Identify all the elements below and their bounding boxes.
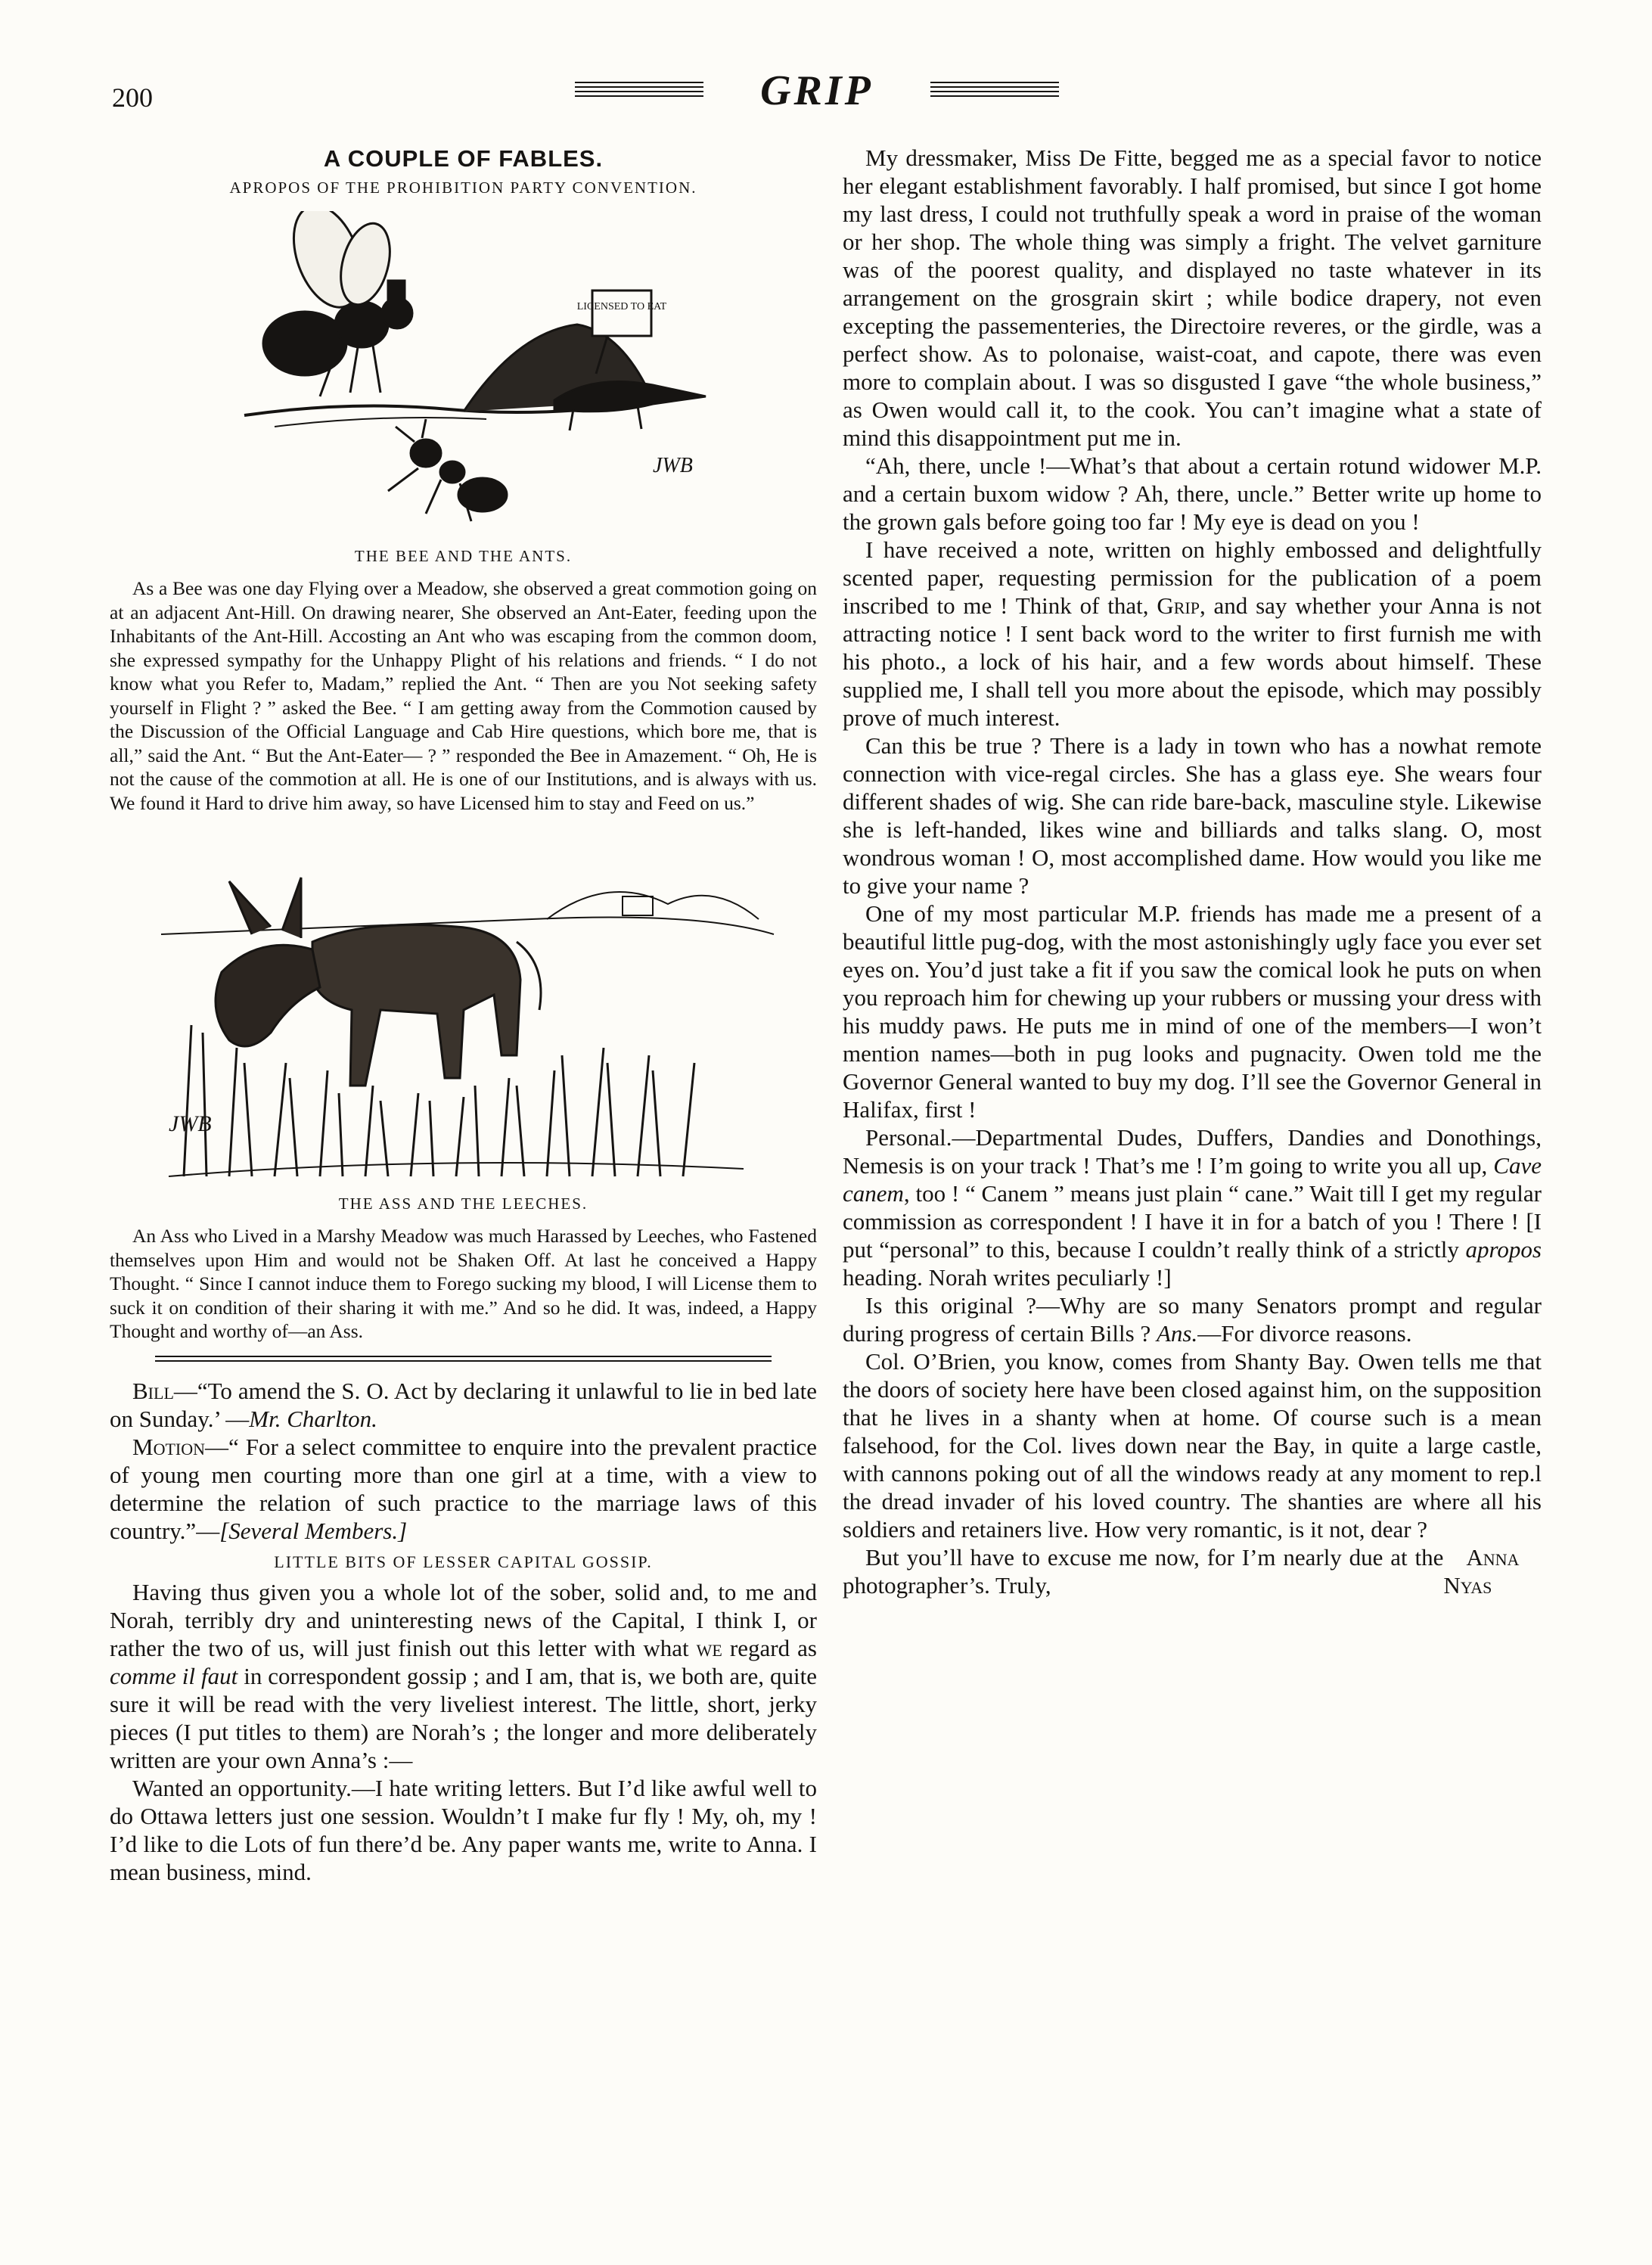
masthead-rule-left xyxy=(575,82,703,98)
bill-attribution: Mr. Charlton. xyxy=(249,1405,377,1432)
motion-attribution: [Several Members.] xyxy=(219,1517,408,1544)
licensed-sign: LICENSED TO EAT xyxy=(576,301,666,312)
right-column xyxy=(843,144,1542,1599)
gossip-intro-italic: comme il faut xyxy=(110,1662,238,1689)
fable-bee-and-ants-text: As a Bee was one day Flying over a Meadow, she observed a great commotion going on at an adjacent Ant-Hill. On drawing nearer, She observed an Ant-Eater, feeding upon the Inhabitants of the Ant-Hill. Accosting an Ant who was escaping from the common doom, she expressed sympathy for the Unhappy Plight of his relations and friends. “ I do not know what you Refer to, Madam,” replied the Ant. “ Then are you Not seeking safety yourself in Flight ? ” asked the Bee. “ I am getting away from the Commotion caused by the Discussion of the Official Language and Cab Hire questions, which bore me, that is all,” said the Ant. “ But the Ant-Eater— ? ” responded the Bee in Amazement. “ Oh, He is not the cause of the commotion at all. He is one of our Institutions, and is always with us. We found it Hard to drive him away, so have Licensed him to stay and Feed on us.” xyxy=(110,577,817,814)
gossip-closing xyxy=(843,1543,1542,1599)
gossip-pug-dog: One of my most particular M.P. friends has made me a present of a beautiful little pug-dog, with the most astonishingly ugly face you ever set eyes on. You’d just take a fit if you saw the comical look he puts on when you reproach him for chewing up your rubbers or mussing your dress with his muddy paws. He puts me in mind of one of the members—I won’t mention names—both in pug looks and pugnacity. Owen told me the Governor General wanted to buy my dog. I’ll see the Governor General in Halifax, first ! xyxy=(843,900,1542,1123)
ass-and-leeches-illustration xyxy=(138,836,789,1184)
signature: Anna Nyas xyxy=(1443,1544,1520,1599)
left-column xyxy=(110,144,817,1886)
bee-and-ants-illustration xyxy=(199,211,728,536)
gossip-original-italic: Ans. xyxy=(1156,1320,1198,1347)
bill-label: Bill xyxy=(132,1377,174,1404)
masthead xyxy=(575,67,1059,117)
gossip-closing-text: But you’ll have to excuse me now, for I’m nearly due at the photographer’s. Truly, xyxy=(843,1544,1444,1599)
gossip-poem-b: , and say whether your Anna is not attracting notice ! I sent back word to the writer to first furnish me with his photo., a lock of his hair, and a few words about himself. These supplied me, I shall tell you more about the episode, which may possibly prove of much interest. xyxy=(843,592,1542,731)
gossip-heading: LITTLE BITS OF LESSER CAPITAL GOSSIP. xyxy=(274,1552,653,1571)
monogram-2: JWB xyxy=(168,1111,212,1136)
gossip-personal-a: Personal.—Departmental Dudes, Duffers, Dandies and Donothings, Nemesis is on your track ! That’s me ! I’m going to write you all up, xyxy=(843,1124,1542,1179)
gossip-personal-italic2: apropos xyxy=(1465,1236,1542,1263)
gossip-intro-b: regard as xyxy=(722,1634,817,1661)
gossip-wanted-opportunity: Wanted an opportunity.—I hate writing letters. But I’d like awful well to do Ottawa letters just one session. Wouldn’t I make fur fly ! My, oh, my ! I’d like to die Lots of fun there’d be. Any paper wants me, write to Anna. I mean business, mind. xyxy=(110,1774,817,1885)
gossip-poem-a: I have received a note, written on highly embossed and delightfully scented paper, requesting permission for the publication of a poem inscribed to me ! Think of that, xyxy=(843,536,1542,619)
gossip-poem-grip: Grip xyxy=(1157,592,1200,619)
gossip-poem-note xyxy=(843,536,1542,732)
page-number: 200 xyxy=(112,82,153,113)
gossip-personal-c: heading. Norah writes peculiarly !] xyxy=(843,1264,1172,1291)
motion-paragraph xyxy=(110,1433,817,1545)
masthead-title: GRIP xyxy=(760,67,874,114)
gossip-intro-c: in correspondent gossip ; and I am, that is, we both are, quite sure it will be read with the very liveliest interest. The little, short, jerky pieces (I put titles to them) are Norah’s ; the longer and more deliberately written are your own Anna’s :— xyxy=(110,1662,817,1773)
monogram-1: JWB xyxy=(652,454,693,477)
fables-subtitle: APROPOS OF THE PROHIBITION PARTY CONVENTION. xyxy=(229,179,697,197)
motion-label: Motion xyxy=(132,1433,205,1460)
caption-bee-and-ants: THE BEE AND THE ANTS. xyxy=(354,547,573,565)
bill-paragraph xyxy=(110,1377,817,1433)
gossip-original-a: Is this original ?—Why are so many Senators prompt and regular during progress of certain Bills ? xyxy=(843,1292,1542,1347)
gossip-dressmaker: My dressmaker, Miss De Fitte, begged me as a special favor to notice her elegant establishment favorably. I half promised, but since I got home my last dress, I could not truthfully speak a word in praise of the woman or her shop. The whole thing was simply a fright. The velvet garniture was of the poorest quality, and displayed no taste whatever in its arrangement on the grosgrain skirt ; while bodice drapery, not even excepting the passementeries, the Directoire reveres, or the girdle, was a perfect show. As to polonaise, waist-coat, and capote, there was even more to complain about. I was so disgusted I gave “the whole business,” as Owen would call it, to the cook. You can’t imagine what a state of mind this disappointment put me in. xyxy=(843,144,1542,451)
fables-title: A COUPLE OF FABLES. xyxy=(323,145,604,172)
gossip-personal-b: , too ! “ Canem ” means just plain “ cane.” Wait till I get my regular commission as correspondent ! I have it in for a batch of you ! There ! [I put “personal” to this, because I couldn’t really think of a strictly xyxy=(843,1180,1542,1263)
gossip-can-this-be-true: Can this be true ? There is a lady in town who has a nowhat remote connection with vice-regal circles. She has a glass eye. She wears four different shades of wig. She can ride bare-back, masculine style. Likewise she is left-handed, likes wine and billiards and talks slang. O, most wondrous woman ! O, most accomplished dame. How would you like me to give your name ? xyxy=(843,732,1542,899)
gossip-personal-italic1: Cave canem xyxy=(843,1152,1542,1207)
gossip-ah-there-uncle: “Ah, there, uncle !—What’s that about a certain rotund widower M.P. and a certain buxom widow ? Ah, there, uncle.” Better write up home to the grown gals before going too far ! My eye is dead on you ! xyxy=(843,452,1542,535)
bill-text: —“To amend the S. O. Act by declaring it unlawful to lie in bed late on Sunday.’ — xyxy=(110,1377,817,1432)
gossip-col-obrien: Col. O’Brien, you know, comes from Shanty Bay. Owen tells me that the doors of society here have been closed against him, on the supposition that he lives in a shanty when at home. Of course such is a mean falsehood, for the Col. lives down near the Bay, in quite a large castle, with cannons poking out of all the windows ready at any moment to rep.l the dread invader of his loved country. The shanties are where all his soldiers and retainers live. How very romantic, is it not, dear ? xyxy=(843,1348,1542,1543)
gossip-intro-a: Having thus given you a whole lot of the sober, solid and, to me and Norah, terribly dry and uninteresting news of the Capital, I think I, or rather the two of us, will just finish out this letter with what xyxy=(110,1578,817,1661)
gossip-personal xyxy=(843,1123,1542,1291)
gossip-original-b: —For divorce reasons. xyxy=(1197,1320,1412,1347)
gossip-intro-we: we xyxy=(696,1634,722,1661)
section-divider xyxy=(155,1356,772,1362)
gossip-intro-paragraph xyxy=(110,1578,817,1774)
gossip-is-this-original xyxy=(843,1291,1542,1347)
motion-text: —“ For a select committee to enquire into the prevalent practice of young men courting more than one girl at a time, with a view to determine the relation of such practice to the marriage laws of this country.”— xyxy=(110,1433,817,1544)
fable-ass-and-leeches-text: An Ass who Lived in a Marshy Meadow was much Harassed by Leeches, who Fastened themselves upon Him and would not be Shaken Off. At last he conceived a Happy Thought. “ Since I cannot induce them to Forego sucking my blood, I will License them to suck it on condition of their sharing it with me.” And so he did. It was, indeed, a Happy Thought and worthy of—an Ass. xyxy=(110,1225,817,1342)
caption-ass-and-leeches: THE ASS AND THE LEECHES. xyxy=(338,1195,588,1213)
masthead-rule-right xyxy=(930,82,1059,98)
